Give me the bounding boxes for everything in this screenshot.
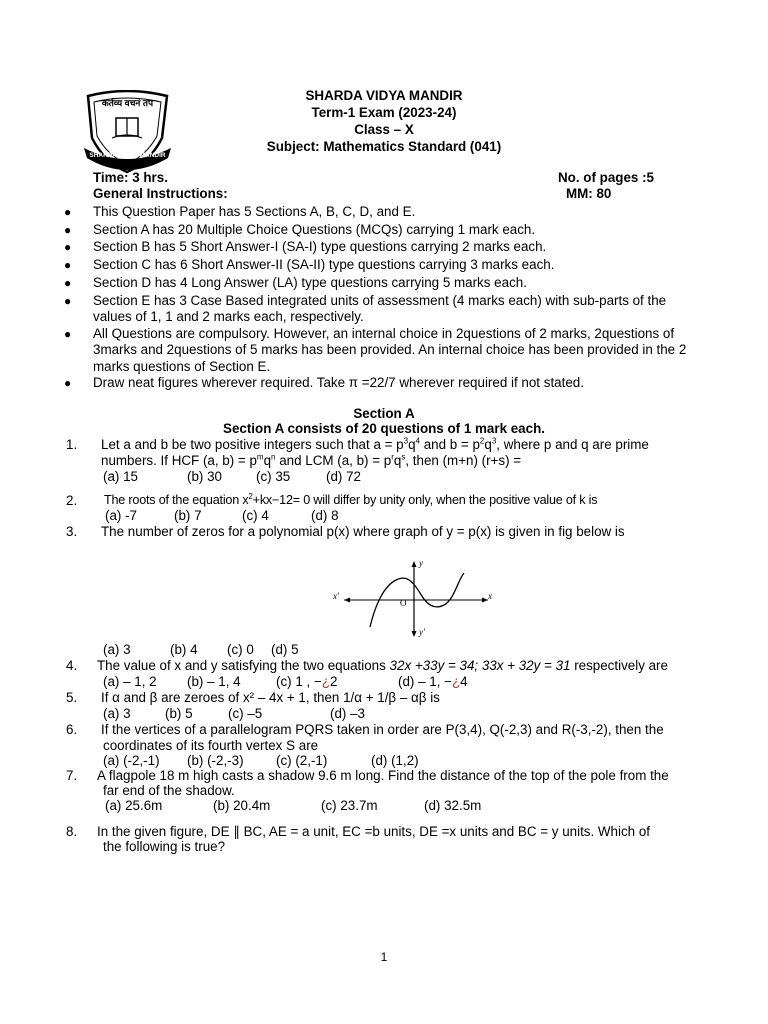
bullet: ● (64, 327, 72, 341)
q1-sup: 3 (403, 436, 409, 446)
q4-text-part: The value of x and y satisfying the two equations (97, 658, 390, 673)
q1-sup: 4 (415, 436, 420, 446)
q6-option-b: (b) (-2,-3) (187, 753, 244, 768)
general-instructions-heading: General Instructions: (93, 186, 228, 201)
q1-option-d: (d) 72 (326, 469, 361, 484)
graph-x-left-label: x' (333, 591, 339, 601)
q1-text: q (263, 453, 272, 468)
q6-line1: If the vertices of a parallelogram PQRS taken in order are P(3,4), Q(-2,3) and R(-3,-2), then the (101, 722, 664, 737)
q3-option-c: (c) 0 (227, 642, 254, 657)
q1-text: , where p and q are prime (496, 437, 649, 452)
q5-text: If α and β are zeroes of x² – 4x + 1, then 1/α + 1/β – αβ is (101, 690, 440, 705)
q2-text-part: +kx−12= 0 will differ by unity only, when the positive value of k is (252, 493, 598, 507)
q3-option-d: (d) 5 (271, 642, 299, 657)
q7-option-b: (b) 20.4m (213, 798, 271, 813)
q1-line1 (101, 437, 649, 453)
instruction-5: Section D has 4 Long Answer (LA) type questions carrying 5 marks each. (93, 275, 527, 290)
q2-option-c: (c) 4 (242, 508, 269, 523)
q4-option-c-text: (c) 1 , − (276, 674, 322, 689)
q1-sup: m (256, 452, 264, 462)
q2-text-part: The roots of the equation x (104, 493, 249, 507)
q3-number: 3. (66, 524, 78, 539)
class-label: Class – X (354, 122, 414, 137)
q4-option-c-text: 2 (329, 674, 338, 689)
instruction-7: All Questions are compulsory. However, an internal choice in 2questions of 2 marks, 2questions of 3marks and 2questions of 5 marks has been provided. An internal choice has been provided in the 2 marks questions of Section E. (93, 326, 687, 374)
bullet: ● (64, 258, 72, 272)
q3-graph-svg (330, 555, 500, 645)
graph-y-bottom-label: y' (419, 627, 425, 637)
instruction-2: Section A has 20 Multiple Choice Questions (MCQs) carrying 1 mark each. (93, 222, 536, 237)
q1-sup: 3 (491, 436, 497, 446)
section-subtitle: Section A consists of 20 questions of 1 mark each. (223, 421, 545, 436)
q7-option-c: (c) 23.7m (321, 798, 378, 813)
q5-option-d: (d) –3 (330, 706, 365, 721)
graph-origin-label: O (400, 598, 407, 608)
q4-number: 4. (66, 658, 78, 673)
q4-text-part: respectively are (570, 658, 668, 673)
section-title: Section A (353, 406, 415, 421)
q4-option-d-text: (d) – 1, − (398, 674, 452, 689)
q3-text: The number of zeros for a polynomial p(x) where graph of y = p(x) is given in fig below is (101, 524, 625, 539)
max-marks-label: MM: 80 (566, 186, 612, 201)
q1-sup: r (391, 452, 394, 462)
q4-option-c-glyph: ¿ (321, 674, 330, 689)
q1-sup: 2 (479, 436, 485, 446)
bullet: ● (64, 223, 72, 237)
q4-option-d (398, 674, 468, 690)
q1-sup: s (401, 452, 406, 462)
q3-option-a: (a) 3 (103, 642, 131, 657)
instruction-8: Draw neat figures wherever required. Take π =22/7 wherever required if not stated. (93, 375, 584, 390)
q4-text (97, 658, 668, 674)
page-number: 1 (380, 950, 388, 964)
school-name: SHARDA VIDYA MANDIR (305, 88, 463, 103)
logo-motto: कर्तव्य वचनं तप (101, 98, 154, 108)
instruction-6: Section E has 3 Case Based integrated units of assessment (4 marks each) with sub-parts of the values of 1, 1 and 2 marks each, respectively. (93, 293, 667, 325)
bullet: ● (64, 205, 72, 219)
q5-number: 5. (66, 690, 78, 705)
q6-option-d: (d) (1,2) (371, 753, 419, 768)
pages-label: No. of pages :5 (558, 170, 654, 185)
q1-text: q (408, 437, 416, 452)
graph-x-right-label: x (488, 591, 492, 601)
q4-option-b: (b) – 1, 4 (187, 674, 241, 689)
instruction-3: Section B has 5 Short Answer-I (SA-I) type questions carrying 2 marks each. (93, 239, 547, 254)
q5-option-c: (c) –5 (228, 706, 263, 721)
q1-text: q (484, 437, 492, 452)
q1-text: and b = p (419, 437, 480, 452)
q3-option-b: (b) 4 (170, 642, 198, 657)
q2-option-a: (a) -7 (105, 508, 137, 523)
q4-option-d-text: 4 (460, 674, 468, 689)
time-label: Time: 3 hrs. (93, 170, 168, 185)
q6-line2: coordinates of its fourth vertex S are (103, 738, 319, 753)
graph-y-top-label: y (419, 558, 423, 568)
q6-option-a: (a) (-2,-1) (103, 753, 160, 768)
q1-option-c: (c) 35 (256, 469, 291, 484)
q1-sup: n (271, 452, 276, 462)
q4-option-a: (a) – 1, 2 (103, 674, 157, 689)
q1-line2 (101, 453, 521, 469)
q2-option-b: (b) 7 (174, 508, 202, 523)
q2-option-d: (d) 8 (311, 508, 339, 523)
q1-text: , then (m+n) (r+s) = (405, 453, 522, 468)
q5-option-b: (b) 5 (165, 706, 193, 721)
q8-number: 8. (66, 824, 78, 839)
q7-option-d: (d) 32.5m (424, 798, 482, 813)
q7-line1: A flagpole 18 m high casts a shadow 9.6 m long. Find the distance of the top of the pole from the (97, 768, 669, 783)
bullet: ● (64, 294, 72, 308)
q6-number: 6. (66, 722, 78, 737)
bullet: ● (64, 240, 72, 254)
q1-text: and LCM (a, b) = p (275, 453, 392, 468)
subject-label: Subject: Mathematics Standard (041) (266, 139, 502, 154)
q4-option-d-glyph: ¿ (451, 674, 461, 689)
q7-option-a: (a) 25.6m (105, 798, 163, 813)
q1-option-a: (a) 15 (103, 469, 138, 484)
q1-text: q (393, 453, 402, 468)
q4-option-c (276, 674, 337, 690)
q2-text (104, 493, 597, 508)
q7-number: 7. (66, 768, 78, 783)
instruction-1: This Question Paper has 5 Sections A, B, C, D, and E. (93, 204, 416, 219)
logo-ribbon-text: SHARDA VIDYA MANDIR (89, 152, 166, 159)
q7-line2: far end of the shadow. (103, 783, 235, 798)
q1-text: numbers. If HCF (a, b) = p (101, 453, 257, 468)
q3-graph (330, 555, 500, 645)
q1-number: 1. (66, 437, 78, 452)
q2-sup: 2 (248, 491, 253, 501)
q5-option-a: (a) 3 (103, 706, 131, 721)
q1-text: Let a and b be two positive integers such that a = p (101, 437, 404, 452)
q6-option-c: (c) (2,-1) (276, 753, 328, 768)
q2-number: 2. (66, 493, 78, 508)
q8-line2: the following is true? (103, 839, 226, 854)
q8-line1: In the given figure, DE ∥ BC, AE = a unit, EC =b units, DE =x units and BC = y units. Which of (97, 824, 651, 839)
exam-title: Term-1 Exam (2023-24) (311, 105, 457, 120)
q1-option-b: (b) 30 (187, 469, 222, 484)
instruction-4: Section C has 6 Short Answer-II (SA-II) type questions carrying 3 marks each. (93, 257, 555, 272)
bullet: ● (64, 376, 72, 390)
q4-equations: 32x +33y = 34; 33x + 32y = 31 (389, 658, 571, 673)
bullet: ● (64, 276, 72, 290)
